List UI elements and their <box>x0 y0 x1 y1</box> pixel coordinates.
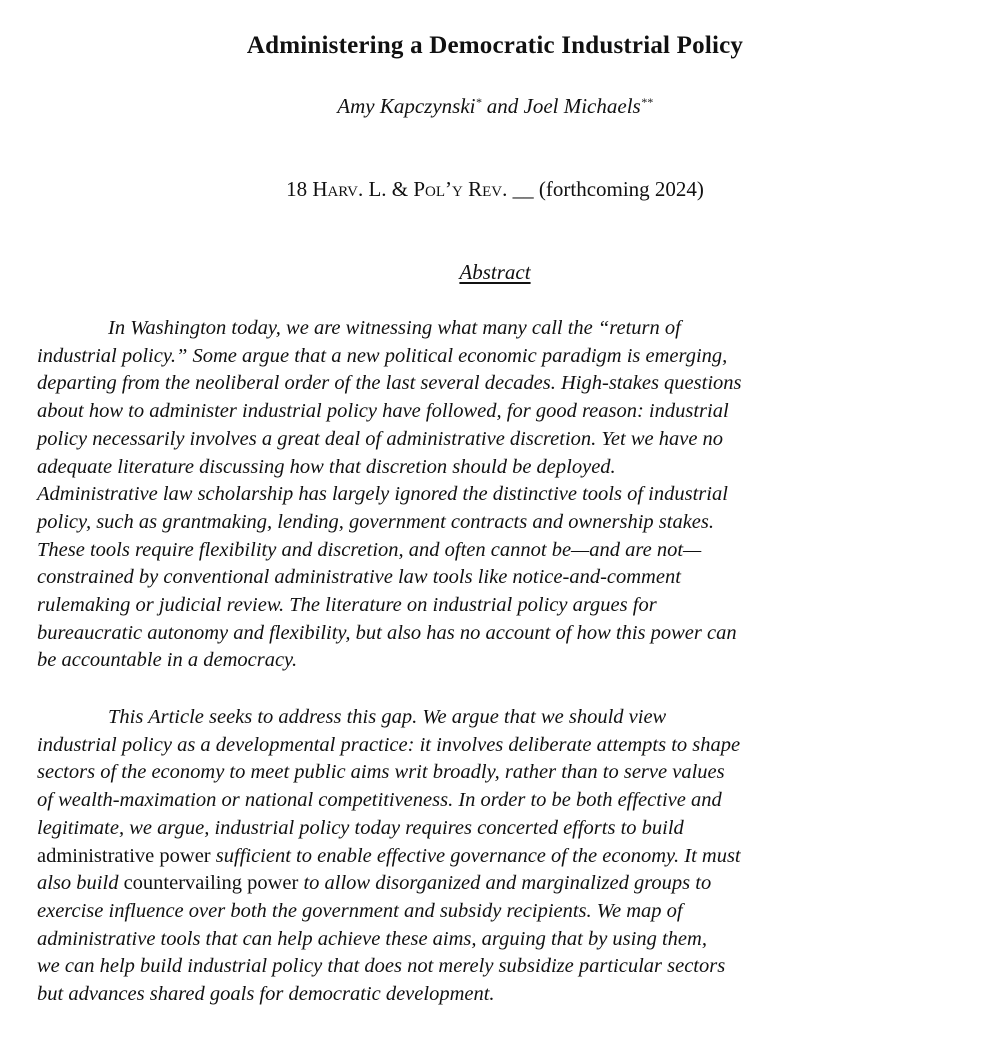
author-conjunction: and <box>481 94 524 118</box>
emphasis-term: administrative power <box>37 844 211 867</box>
text-line: sectors of the economy to meet public aims writ broadly, rather than to serve values <box>37 761 725 784</box>
text-line: In Washington today, we are witnessing what many call the “return of <box>108 317 681 339</box>
footnote-mark: ** <box>640 95 653 109</box>
text-line: This Article seeks to address this gap. We argue that we should view <box>108 706 667 728</box>
abstract-paragraph-2 <box>37 704 962 1009</box>
text-line <box>37 843 962 871</box>
text-fragment: sufficient to enable effective governance of the economy. It must <box>210 844 741 867</box>
author-name: Amy Kapczynski <box>337 94 476 118</box>
text-line: legitimate, we argue, industrial policy today requires concerted efforts to build <box>37 816 684 839</box>
text-line <box>37 870 962 898</box>
text-line: but advances shared goals for democratic development. <box>37 983 495 1006</box>
citation-line <box>0 177 990 202</box>
text-line: policy necessarily involves a great deal of administrative discretion. Yet we have no <box>37 427 724 450</box>
author-line <box>0 94 990 119</box>
citation-journal: Harv. L. & Pol’y Rev. <box>312 177 508 201</box>
text-line: These tools require flexibility and discretion, and often cannot be—and are not— <box>37 538 702 561</box>
text-line: rulemaking or judicial review. The literature on industrial policy argues for <box>37 594 657 617</box>
text-line: be accountable in a democracy. <box>37 649 298 672</box>
citation-status: __ (forthcoming 2024) <box>507 177 704 201</box>
text-line: departing from the neoliberal order of the last several decades. High-stakes questions <box>37 372 742 395</box>
text-line: we can help build industrial policy that does not merely subsidize particular sectors <box>37 955 726 978</box>
citation-volume: 18 <box>286 177 313 201</box>
paper-title: Administering a Democratic Industrial Policy <box>246 32 744 59</box>
footnote-mark: * <box>475 95 482 109</box>
text-line: industrial policy as a developmental practice: it involves deliberate attempts to shape <box>37 733 741 756</box>
author-name: Joel Michaels <box>523 94 641 118</box>
abstract-heading: Abstract <box>459 260 531 284</box>
text-line: constrained by conventional administrative law tools like notice-and-comment <box>37 566 681 589</box>
text-line: Administrative law scholarship has largely ignored the distinctive tools of industrial <box>37 483 728 506</box>
text-line: adequate literature discussing how that discretion should be deployed. <box>37 455 616 478</box>
text-line: bureaucratic autonomy and flexibility, but also has no account of how this power can <box>37 621 737 644</box>
abstract-paragraph-1 <box>37 315 962 675</box>
text-line: industrial policy.” Some argue that a new political economic paradigm is emerging, <box>37 344 728 367</box>
text-line: about how to administer industrial policy have followed, for good reason: industrial <box>37 400 729 423</box>
text-line: of wealth-maximation or national competitiveness. In order to be both effective and <box>37 789 722 812</box>
text-fragment: to allow disorganized and marginalized groups to <box>298 872 712 895</box>
emphasis-term: countervailing power <box>123 872 299 895</box>
text-line: administrative tools that can help achieve these aims, arguing that by using them, <box>37 927 707 950</box>
text-line: exercise influence over both the government and subsidy recipients. We map of <box>37 899 683 922</box>
text-line: policy, such as grantmaking, lending, government contracts and ownership stakes. <box>37 510 714 533</box>
text-fragment: also build <box>37 872 124 895</box>
